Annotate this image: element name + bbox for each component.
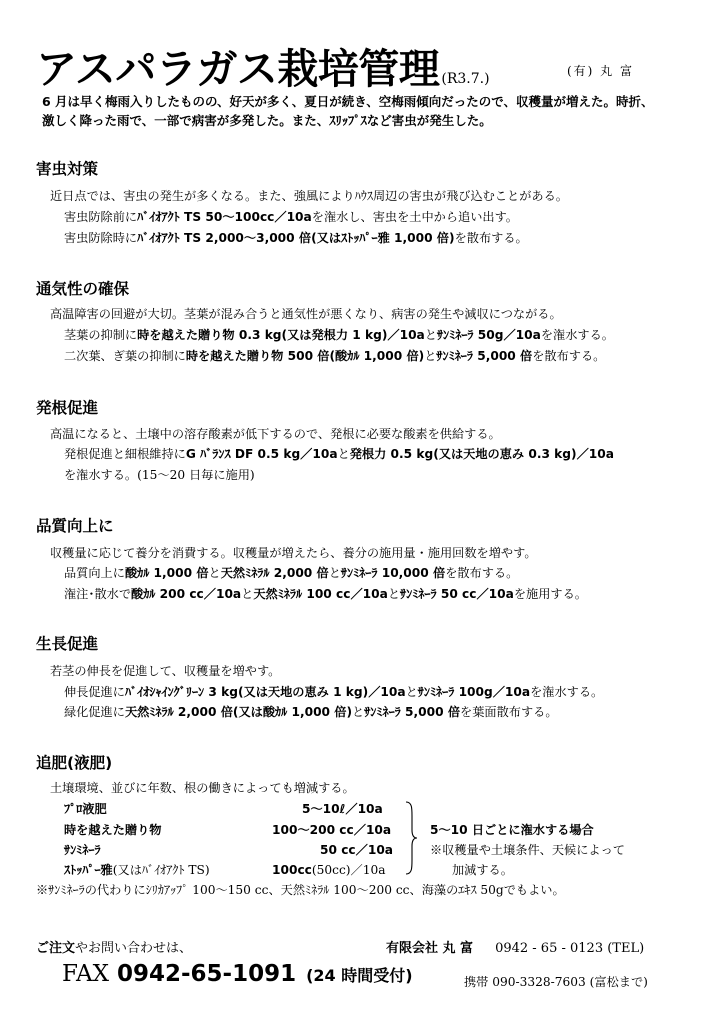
section-ventilation-line-2: 茎葉の抑制に時を越えた贈り物 0.3 kg(又は発根力 1 kg)／10aとｻﾝﾐﾈｰﾗ 50g／10aを潅水する。 [64, 328, 614, 342]
section-heading-rooting: 発根促進 [36, 399, 99, 417]
section-quality-line-3: 潅注･散水で酸ｶﾙ 200 cc／10aと天然ﾐﾈﾗﾙ 100 cc／10aとｻﾝﾐﾈｰﾗ 50 cc／10aを施用する。 [64, 587, 587, 601]
fertilizer-amount: 100～200 cc／10a [272, 823, 392, 837]
intro-line-2: 激しく降った雨で、一部で病害が多発した。また、ｽﾘｯﾌﾟｽなど害虫が発生した。 [42, 113, 492, 128]
brace-icon [404, 800, 418, 876]
fertilizer-name: 時を越えた贈り物 [64, 823, 162, 837]
section-rooting-line-1: 高温になると、土壌中の溶存酸素が低下するので、発根に必要な酸素を供給する。 [50, 427, 501, 441]
section-pest-line-1: 近日点では、害虫の発生が多くなる。また、強風によりﾊｳｽ周辺の害虫が飛び込むことがある。 [50, 189, 568, 203]
section-heading-ventilation: 通気性の確保 [36, 280, 130, 298]
section-growth-line-3: 緑化促進に天然ﾐﾈﾗﾙ 2,000 倍(又は酸ｶﾙ 1,000 倍)とｻﾝﾐﾈｰﾗ 5,000 倍を葉面散布する。 [64, 705, 558, 719]
section-growth-line-2: 伸長促進にﾊﾞｲｵｼｬｲﾝｸﾞﾘｰﾝ 3 kg(又は天地の恵み 1 kg)／10aとｻﾝﾐﾈｰﾗ 100g／10aを潅水する。 [64, 685, 604, 699]
title-date: (R3.7.) [441, 71, 490, 87]
page-title [36, 36, 490, 95]
fertilizer-name: ｻﾝﾐﾈｰﾗ [64, 843, 101, 857]
section-heading-growth: 生長促進 [36, 635, 99, 653]
section-growth-line-1: 若茎の伸長を促進して、収穫量を増やす。 [50, 664, 281, 678]
section-pest-line-2: 害虫防除前にﾊﾞｲｵｱｸﾄ TS 50～100cc／10aを潅水し、害虫を土中から追い出す。 [64, 210, 518, 224]
title-main: アスパラガス栽培管理 [36, 45, 440, 93]
fertilizer-name: ｽﾄｯﾊﾟｰ雅(又はﾊﾞｲｵｱｸﾄ TS) [64, 863, 210, 877]
fertilizer-note-main: 5～10 日ごとに潅水する場合 [430, 823, 594, 837]
section-heading-topdressing: 追肥(液肥) [36, 754, 113, 772]
fertilizer-amount: 100cc(50cc)／10a [272, 863, 386, 877]
intro-line-1: 6 月は早く梅雨入りしたものの、好天が多く、夏日が続き、空梅雨傾向だったので、収穫量が増えた。時折、 [42, 94, 654, 109]
fertilizer-note-sub-2: 加減する。 [452, 863, 513, 877]
company-contact: 有限会社 丸 富 0942 - 65 - 0123 (TEL) [386, 941, 645, 956]
section-quality-line-2: 品質向上に酸ｶﾙ 1,000 倍と天然ﾐﾈﾗﾙ 2,000 倍とｻﾝﾐﾈｰﾗ 10,000 倍を散布する。 [64, 566, 519, 580]
fertilizer-name: ﾌﾟﾛ液肥 [64, 802, 107, 816]
footnote: ※ｻﾝﾐﾈｰﾗの代わりにｼﾘｶｱｯﾌﾟ 100～150 cc、天然ﾐﾈﾗﾙ 100～200 cc、海藻のｴｷｽ 50gでもよい。 [36, 883, 565, 897]
section-ventilation-line-1: 高温障害の回避が大切。茎葉が混み合うと通気性が悪くなり、病害の発生や減収につながる。 [50, 307, 562, 321]
fertilizer-amount: 5～10ℓ／10a [302, 802, 383, 816]
section-rooting-line-3: を潅水する。(15～20 日毎に施用) [64, 468, 255, 482]
section-quality-line-1: 収穫量に応じて養分を消費する。収穫量が増えたら、養分の施用量・施用回数を増やす。 [50, 546, 537, 560]
order-inquiry: ご注文やお問い合わせは、 [36, 941, 193, 956]
fertilizer-amount: 50 cc／10a [320, 843, 394, 857]
fertilizer-note-sub-1: ※収穫量や土壌条件、天候によって [430, 843, 625, 857]
section-rooting-line-2: 発根促進と細根維持にG ﾊﾞﾗﾝｽ DF 0.5 kg／10aと発根力 0.5 kg(又は天地の恵み 0.3 kg)／10a [64, 447, 614, 461]
section-ventilation-line-3: 二次葉、ぎ葉の抑制に時を越えた贈り物 500 倍(酸ｶﾙ 1,000 倍)とｻﾝﾐﾈｰﾗ 5,000 倍を散布する。 [64, 349, 606, 363]
section-heading-quality: 品質向上に [36, 517, 114, 535]
section-pest-line-3: 害虫防除時にﾊﾞｲｵｱｸﾄ TS 2,000～3,000 倍(又はｽﾄｯﾊﾟｰ雅 1,000 倍)を散布する。 [64, 231, 528, 245]
mobile-phone: 携帯 090-3328-7603 (富松まで) [464, 975, 648, 989]
section-heading-pest: 害虫対策 [36, 160, 99, 178]
section-topdressing-line-1: 土壌環境、並びに年数、根の働きによっても増減する。 [50, 781, 355, 795]
fax-line: FAX 0942-65-1091 (24 時間受付) [62, 961, 413, 987]
company-name-top: (有) 丸 富 [567, 64, 634, 78]
